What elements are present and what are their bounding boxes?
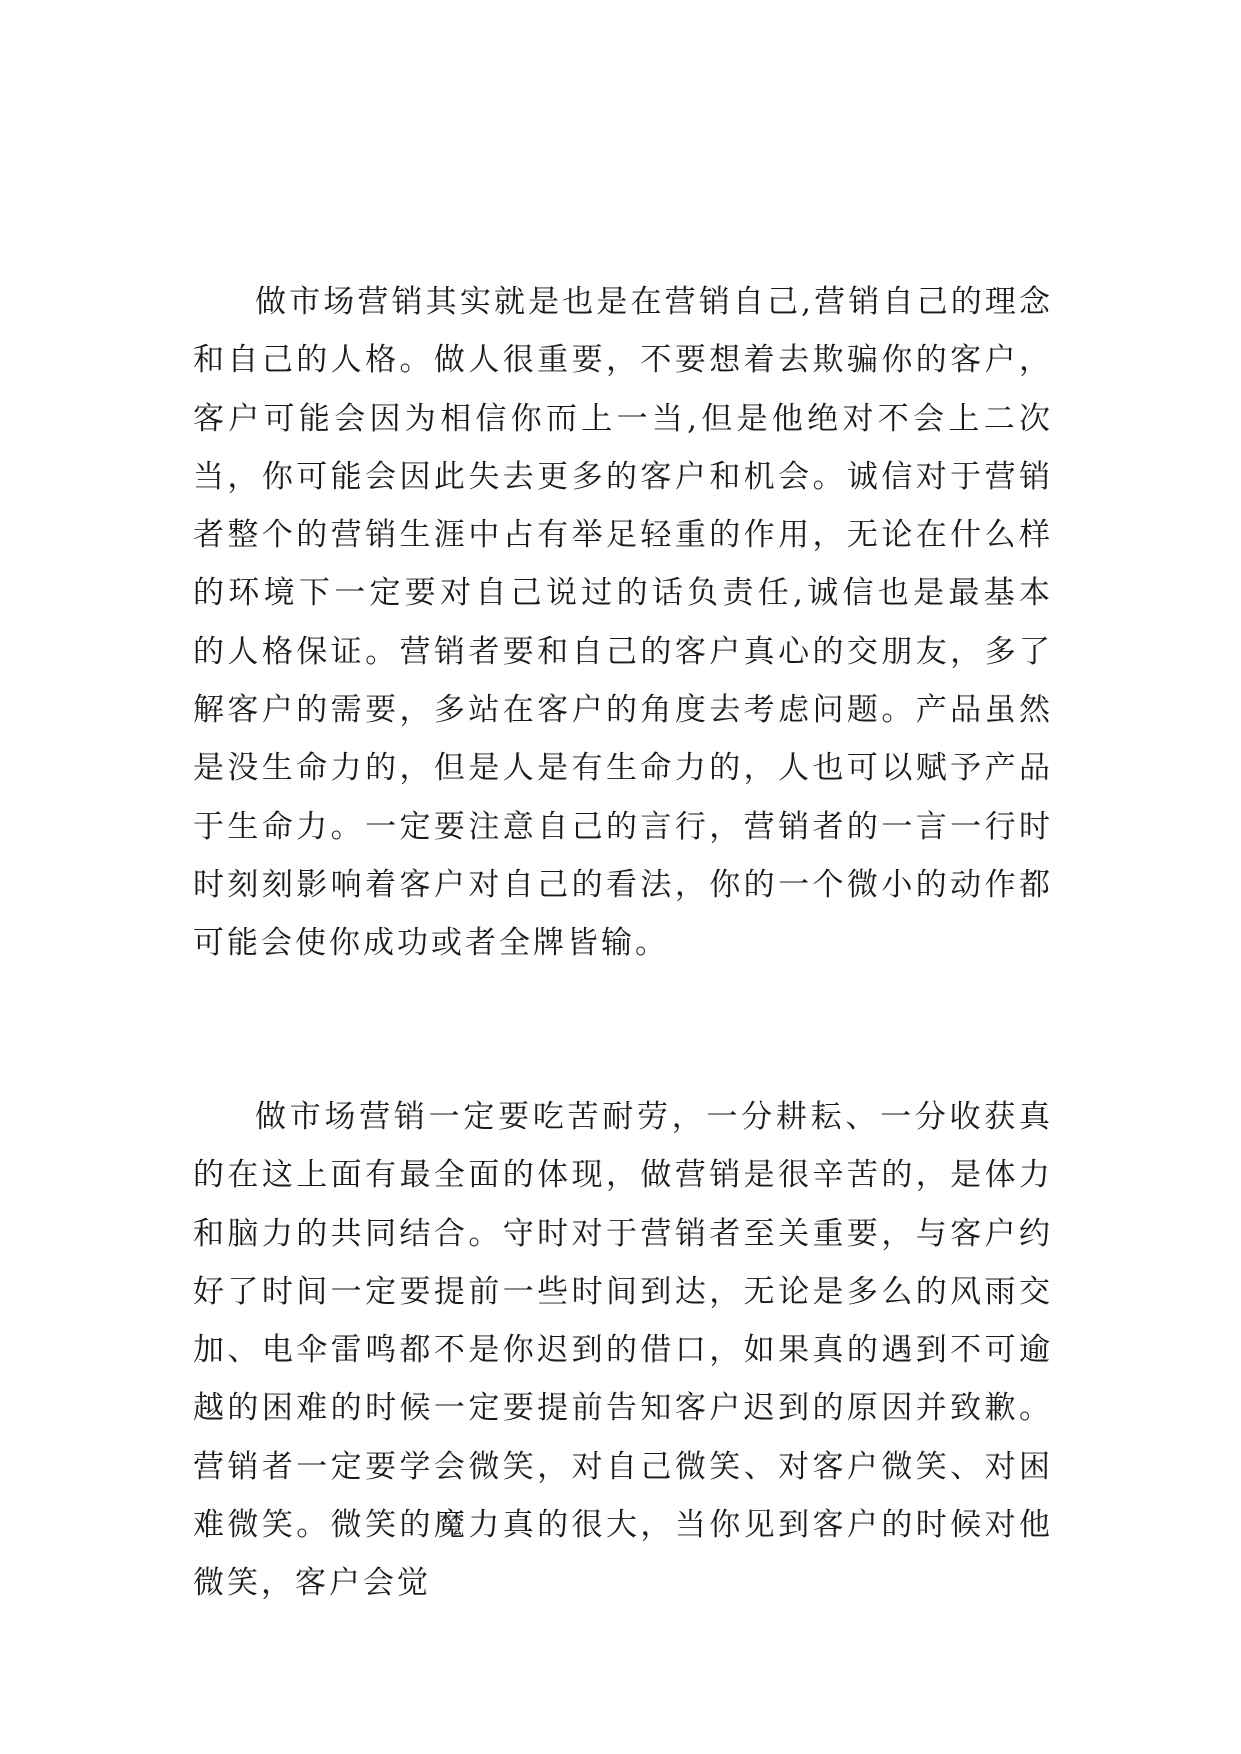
paragraph-hard-work: 做市场营销一定要吃苦耐劳，一分耕耘、一分收获真的在这上面有最全面的体现，做营销是很辛苦的，是体力和脑力的共同结合。守时对于营销者至关重要，与客户约好了时间一定要提前一些时间到达，无论是多么的风雨交加、电伞雷鸣都不是你迟到的借口，如果真的遇到不可逾越的困难的时候一定要提前告知客户迟到的原因并致歉。营销者一定要学会微笑，对自己微笑、对客户微笑、对困难微笑。微笑的魔力真的很大，当你见到客户的时候对他微笑，客户会觉 [193, 1099, 1053, 1602]
paragraph-integrity: 做市场营销其实就是也是在营销自己,营销自己的理念和自己的人格。做人很重要，不要想着去欺骗你的客户，客户可能会因为相信你而上一当,但是他绝对不会上二次当，你可能会因此失去更多的客户和机会。诚信对于营销者整个的营销生涯中占有举足轻重的作用，无论在什么样的环境下一定要对自己说过的话负责任,诚信也是最基本的人格保证。营销者要和自己的客户真心的交朋友，多了解客户的需要，多站在客户的角度去考虑问题。产品虽然是没生命力的，但是人是有生命力的，人也可以赋予产品于生命力。一定要注意自己的言行，营销者的一言一行时时刻刻影响着客户对自己的看法，你的一个微小的动作都可能会使你成功或者全牌皆输。 [193, 284, 1053, 962]
